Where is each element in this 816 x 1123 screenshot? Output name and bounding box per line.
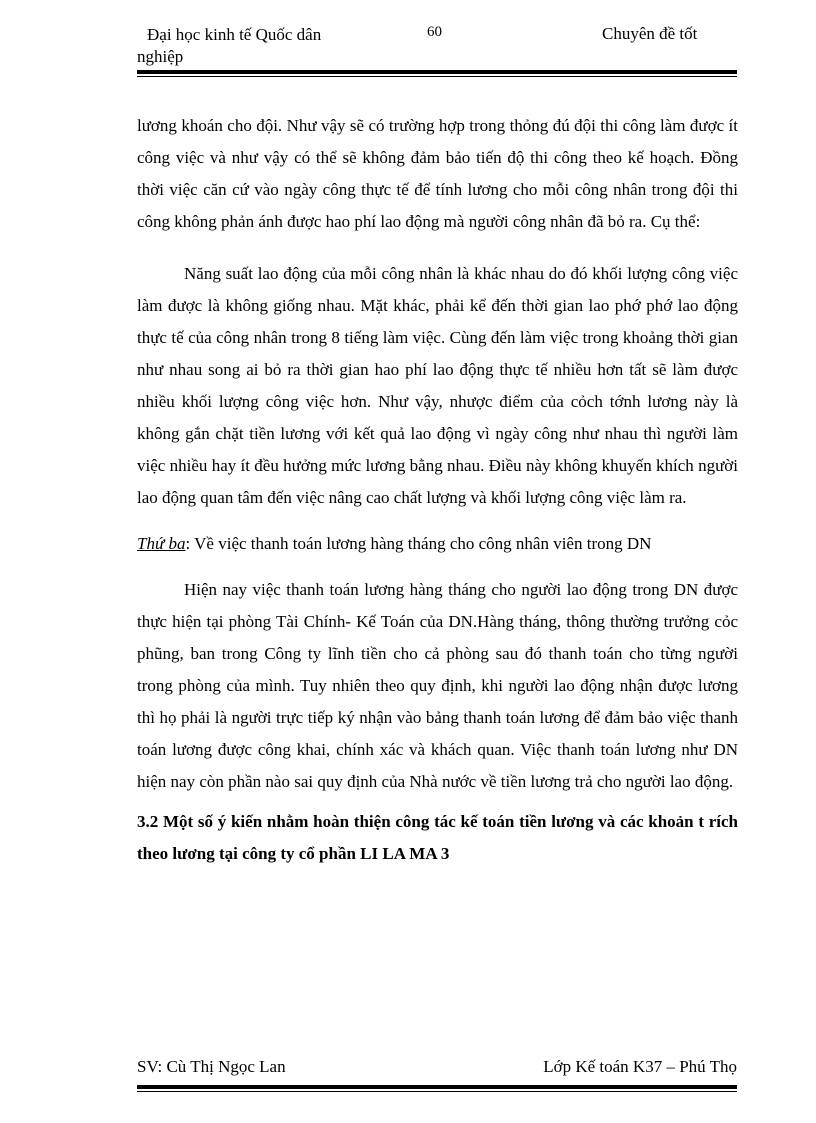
footer-rule bbox=[137, 1085, 737, 1093]
page-header bbox=[137, 22, 737, 72]
header-left-line1: Đại học kinh tế Quốc dân bbox=[147, 25, 322, 44]
header-rule bbox=[137, 70, 737, 77]
paragraph-1: lương khoán cho đội. Như vậy sẽ có trường hợp trong thỏng đú đội thi công làm được ít công việc và như vậy có thể sẽ không đảm bảo tiến độ thi công theo kế hoạch. Đồng thời việc căn cứ vào ngày công thực tế để tính lương cho mỗi công nhân trong đội thi công không phản ánh được hao phí lao động mà người công nhân đã bỏ ra. Cụ thể: bbox=[137, 116, 738, 231]
paragraph-3-text: : Về việc thanh toán lương hàng tháng cho công nhân viên trong DN bbox=[185, 534, 652, 553]
page-number: 60 bbox=[427, 24, 442, 40]
header-university bbox=[137, 24, 387, 68]
footer-class: Lớp Kế toán K37 – Phú Thọ bbox=[543, 1057, 737, 1076]
header-document-type: Chuyên đề tốt bbox=[602, 24, 698, 43]
section-heading: 3.2 Một số ý kiến nhằm hoàn thiện công tác kế toán tiền lương và các khoản t rích theo lương tại công ty cổ phần LI LA MA 3 bbox=[137, 812, 738, 863]
paragraph-2: Năng suất lao động của mỗi công nhân là khác nhau do đó khối lượng công việc làm được là không giống nhau. Mặt khác, phải kể đến thời gian lao phớ phớ lao động thực tế của công nhân trong 8 tiếng làm việc. Cùng đến làm việc trong khoảng thời gian như nhau song ai bỏ ra thời gian hao phí lao động thực tế nhiều hơn tất sẽ làm được nhiều khối lượng công việc hơn. Như vậy, nhược điểm của cỏch tớnh lương này là không gắn chặt tiền lương với kết quả lao động vì ngày công như nhau thì người làm việc nhiều hay ít đều hưởng mức lương bằng nhau. Điều này không khuyến khích người lao động quan tâm đến việc nâng cao chất lượng và khối lượng công việc làm ra. bbox=[137, 264, 738, 507]
paragraph-3 bbox=[137, 528, 738, 560]
document-body bbox=[137, 110, 738, 870]
paragraph-3-label: Thứ ba bbox=[137, 534, 186, 553]
header-left-line2: nghiệp bbox=[137, 47, 184, 66]
paragraph-4: Hiện nay việc thanh toán lương hàng tháng cho người lao động trong DN được thực hiện tại phòng Tài Chính- Kế Toán của DN.Hàng tháng, thông thường trưởng cỏc phũng, ban trong Công ty lĩnh tiền cho cả phòng sau đó thanh toán cho từng người trong phòng của mình. Tuy nhiên theo quy định, khi người lao động nhận được lương thì họ phải là người trực tiếp ký nhận vào bảng thanh toán lương để đảm bảo việc thanh toán lương được công khai, chính xác và khách quan. Việc thanh toán lương như DN hiện nay còn phần nào sai quy định của Nhà nước về tiền lương trả cho người lao động. bbox=[137, 580, 738, 791]
footer-student: SV: Cù Thị Ngọc Lan bbox=[137, 1057, 286, 1076]
